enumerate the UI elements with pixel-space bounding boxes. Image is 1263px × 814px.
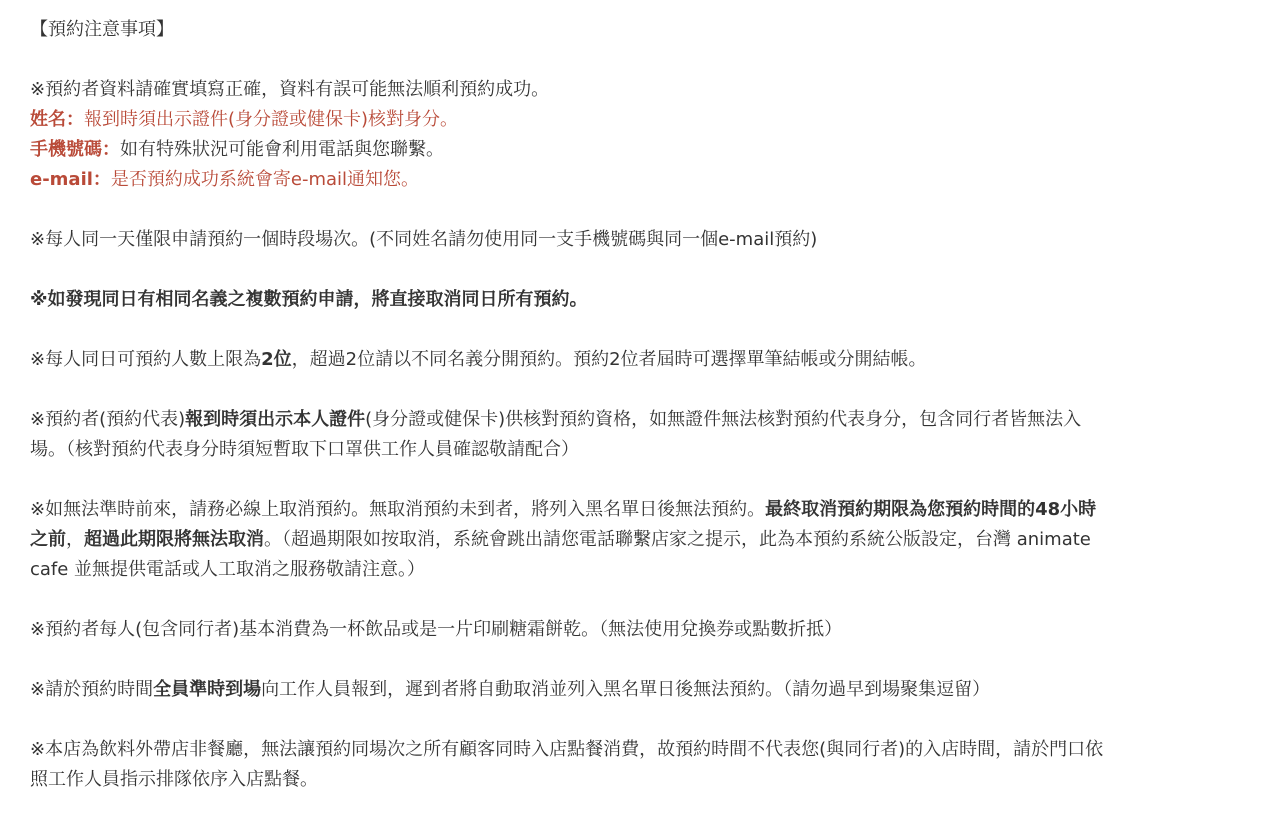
- field-email-label: e-mail：: [30, 169, 111, 190]
- rule-cancel-comma: ，: [66, 529, 84, 550]
- rule-cancel-line2: [30, 528, 1091, 552]
- rule-id-check-c: (身分證或健保卡)供核對預約資格，如無證件無法核對預約代表身分，包含同行者皆無法入: [365, 409, 1082, 430]
- rule-cancel-line1: [30, 498, 1096, 522]
- notice-title: 【預約注意事項】: [30, 19, 174, 40]
- rule-cancel-deadline: 最終取消預約期限為您預約時間的48小時: [765, 499, 1097, 520]
- intro-text: ※預約者資料請確實填寫正確，資料有誤可能無法順利預約成功。: [30, 79, 550, 100]
- field-email-text: 是否預約成功系統會寄e-mail通知您。: [110, 169, 420, 190]
- rule-takeout-line1: ※本店為飲料外帶店非餐廳，無法讓預約同場次之所有顧客同時入店點餐消費，故預約時間不代表您(與同行者)的入店時間，請於門口依: [30, 739, 1104, 760]
- rule-cancel-a: ※如無法準時前來，請務必線上取消預約。無取消預約未到者，將列入黑名單日後無法預約。: [30, 499, 766, 520]
- rule-cancel-f: 。（超過期限如按取消，系統會跳出請您電話聯繫店家之提示，此為本預約系統公版設定，台灣 animate: [264, 529, 1091, 550]
- rule-punctual-a: ※請於預約時間: [30, 679, 154, 700]
- rule-party-size: [30, 348, 927, 372]
- rule-takeout-line2: 照工作人員指示排隊依序入店點餐。: [30, 769, 318, 790]
- rule-minimum-spend: ※預約者每人(包含同行者)基本消費為一杯飲品或是一片印刷糖霜餅乾。（無法使用兌換券或點數折抵）: [30, 619, 843, 640]
- field-name-text: 報到時須出示證件(身分證或健保卡)核對身分。: [84, 109, 459, 130]
- field-email-row: [30, 168, 419, 192]
- rule-party-size-limit: 2位: [261, 349, 292, 370]
- rule-punctual: [30, 678, 990, 702]
- rule-cancel-no-cancel: 超過此期限將無法取消: [84, 529, 264, 550]
- field-phone-row: [30, 138, 444, 162]
- rule-party-size-c: ，超過2位請以不同名義分開預約。預約2位者屆時可選擇單筆結帳或分開結帳。: [291, 349, 927, 370]
- rule-id-check-bold: 報到時須出示本人證件: [185, 409, 366, 430]
- rule-id-check-a: ※預約者(預約代表): [30, 409, 186, 430]
- rule-punctual-c: 向工作人員報到，遲到者將自動取消並列入黑名單日後無法預約。（請勿過早到場聚集逗留）: [261, 679, 991, 700]
- field-phone-label: 手機號碼：: [30, 139, 120, 160]
- rule-one-booking: ※每人同一天僅限申請預約一個時段場次。(不同姓名請勿使用同一支手機號碼與同一個e-mail預約): [30, 229, 818, 250]
- field-name-row: [30, 108, 458, 132]
- field-name-label: 姓名：: [30, 109, 84, 130]
- rule-duplicate-cancel: ※如發現同日有相同名義之複數預約申請，將直接取消同日所有預約。: [30, 289, 588, 310]
- field-phone-text: 如有特殊狀況可能會利用電話與您聯繫。: [120, 139, 444, 160]
- rule-id-check-line1: [30, 408, 1081, 432]
- rule-cancel-line3: cafe 並無提供電話或人工取消之服務敬請注意。）: [30, 559, 426, 580]
- rule-punctual-bold: 全員準時到場: [153, 679, 262, 700]
- rule-id-check-line2: 場。（核對預約代表身分時須短暫取下口罩供工作人員確認敬請配合）: [30, 439, 579, 460]
- rule-cancel-before: 之前: [30, 529, 66, 550]
- rule-party-size-a: ※每人同日可預約人數上限為: [30, 349, 262, 370]
